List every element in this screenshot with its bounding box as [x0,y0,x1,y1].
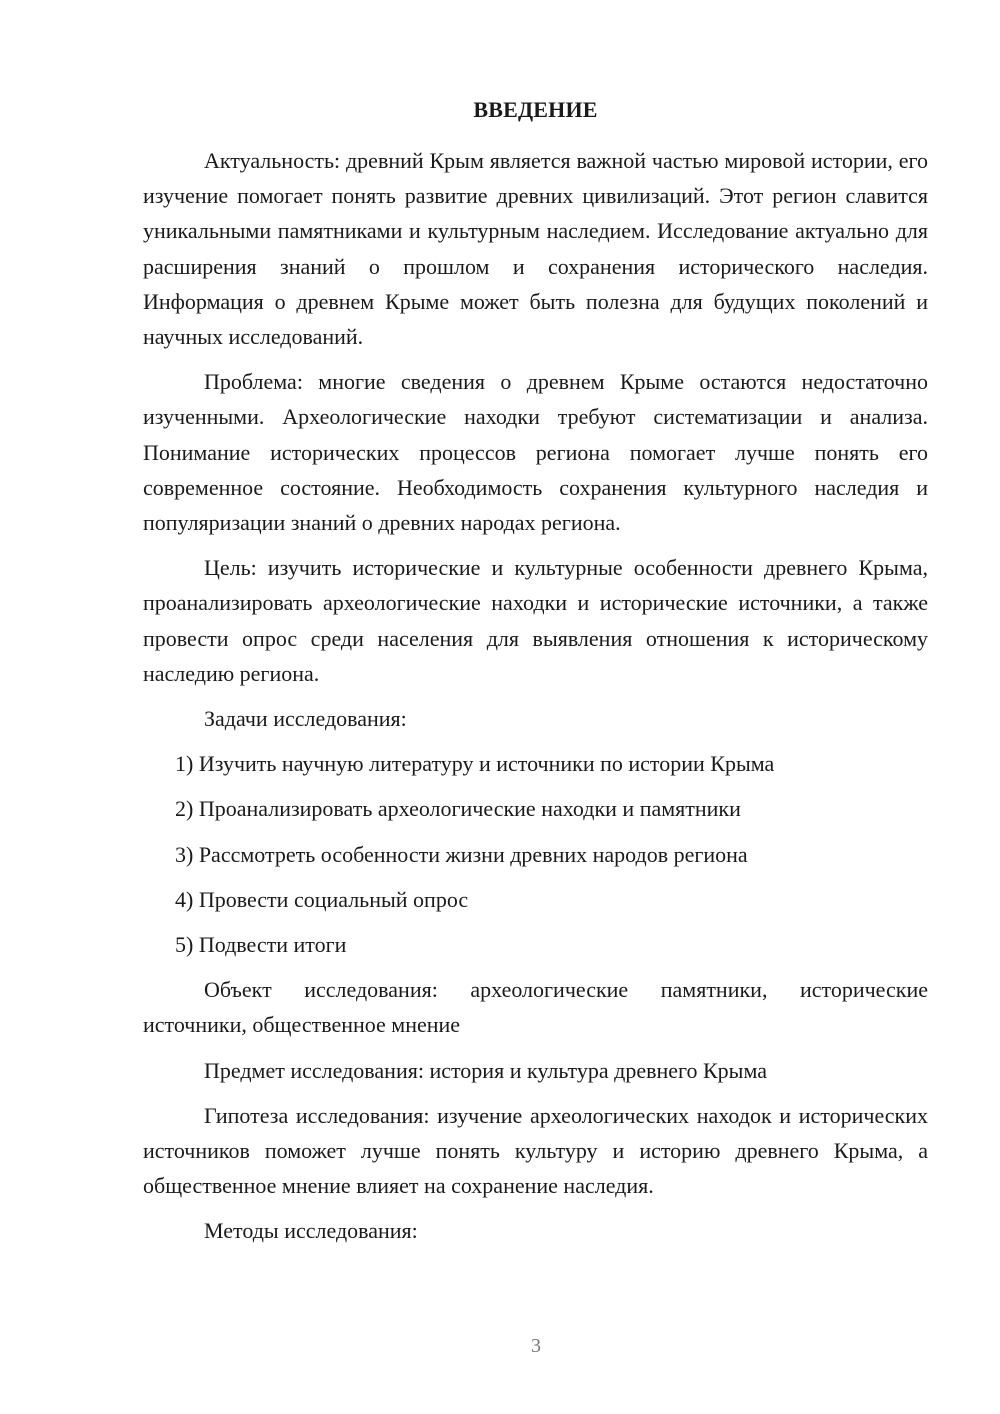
list-item: 4) Провести социальный опрос [175,886,469,912]
paragraph-relevance: Актуальность: древний Крым является важной частью мировой истории, его изучение помогает понять развитие древних цивилизаций. Этот регион славится уникальными памятниками и культурным наследием. Исследование актуально для расширения знаний о прошлом и сохранения исторического наследия. Информация о древнем Крыме может быть полезна для будущих поколений и научных исследований. [143,148,928,350]
paragraph-object: Объект исследования: археологические памятники, исторические источники, общественное мнение [143,977,928,1038]
tasks-list [143,746,928,962]
paragraph-goal: Цель: изучить исторические и культурные особенности древнего Крыма, проанализировать археологические находки и исторические источники, а также провести опрос среди населения для выявления отношения к историческому наследию региона. [143,555,928,686]
paragraph-subject: Предмет исследования: история и культура древнего Крыма [204,1057,767,1083]
list-item: 3) Рассмотреть особенности жизни древних народов региона [175,841,748,867]
tasks-title: Задачи исследования: [204,706,407,732]
methods-title: Методы исследования: [204,1218,418,1244]
list-item: 1) Изучить научную литературу и источники по истории Крыма [175,751,775,777]
paragraph-problem: Проблема: многие сведения о древнем Крыме остаются недостаточно изученными. Археологические находки требуют систематизации и анализа. Понимание исторических процессов региона помогает лучше понять его современное состояние. Необходимость сохранения культурного наследия и популяризации знаний о древних народах региона. [143,369,928,536]
page-number: 3 [531,1335,541,1357]
list-item: 5) Подвести итоги [175,932,347,958]
section-heading: ВВЕДЕНИЕ [473,97,598,122]
list-item: 2) Проанализировать археологические находки и памятники [175,796,741,822]
document-page [143,95,928,1259]
paragraph-hypothesis: Гипотеза исследования: изучение археологических находок и исторических источников поможет лучше понять культуру и историю древнего Крыма, а общественное мнение влияет на сохранение наследия. [143,1102,928,1199]
